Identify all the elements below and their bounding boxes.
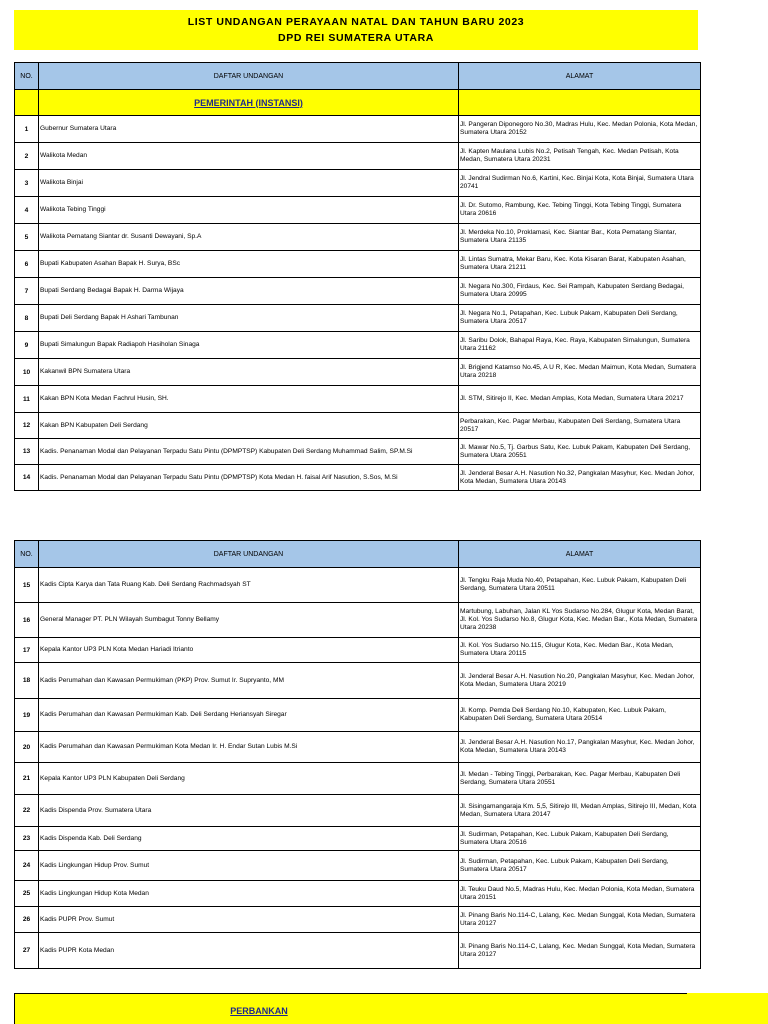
invitee-name: Kakanwil BPN Sumatera Utara bbox=[39, 359, 459, 386]
invitee-name: Bupati Serdang Bedagai Bapak H. Darma Wijaya bbox=[39, 278, 459, 305]
invitee-name: Walikota Medan bbox=[39, 143, 459, 170]
row-number: 25 bbox=[15, 881, 39, 907]
row-number: 22 bbox=[15, 795, 39, 827]
section-label-perbankan: PERBANKAN bbox=[230, 1006, 288, 1016]
table-row bbox=[15, 663, 701, 699]
title-line-2: DPD REI SUMATERA UTARA bbox=[278, 32, 434, 44]
invitee-name: Walikota Pematang Siantar dr. Susanti Dewayani, Sp.A bbox=[39, 224, 459, 251]
row-number: 5 bbox=[15, 224, 39, 251]
invitee-name: General Manager PT. PLN Wilayah Sumbagut Tonny Bellamy bbox=[39, 603, 459, 638]
row-number: 18 bbox=[15, 663, 39, 699]
row-number: 21 bbox=[15, 763, 39, 795]
invitee-address: Jl. Merdeka No.10, Proklamasi, Kec. Siantar Bar., Kota Pematang Siantar, Sumatera Utara 21135 bbox=[459, 224, 701, 251]
row-number: 20 bbox=[15, 732, 39, 763]
table-row bbox=[15, 465, 701, 491]
table-row bbox=[15, 638, 701, 663]
table-row bbox=[15, 278, 701, 305]
section-label-pemerintah: PEMERINTAH (INSTANSI) bbox=[39, 90, 459, 116]
invitee-address: Perbarakan, Kec. Pagar Merbau, Kabupaten Deli Serdang, Sumatera Utara 20517 bbox=[459, 413, 701, 439]
invitee-address: Jl. Brigjend Katamso No.45, A U R, Kec. Medan Maimun, Kota Medan, Sumatera Utara 20218 bbox=[459, 359, 701, 386]
invitee-address: Jl. Dr. Sutomo, Rambung, Kec. Tebing Tinggi, Kota Tebing Tinggi, Sumatera Utara 20616 bbox=[459, 197, 701, 224]
table-row bbox=[15, 568, 701, 603]
invitee-address: Jl. Mawar No.5, Tj. Garbus Satu, Kec. Lubuk Pakam, Kabupaten Deli Serdang, Sumatera Utara 20551 bbox=[459, 439, 701, 465]
invitee-name: Kadis Lingkungan Hidup Prov. Sumut bbox=[39, 851, 459, 881]
invitee-address: Jl. Pangeran Diponegoro No.30, Madras Hulu, Kec. Medan Polonia, Kota Medan, Sumatera Utara 20152 bbox=[459, 116, 701, 143]
invitation-table-1 bbox=[14, 62, 701, 491]
invitee-name: Bupati Simalungun Bapak Radiapoh Hasiholan Sinaga bbox=[39, 332, 459, 359]
invitee-address: Jl. Medan - Tebing Tinggi, Perbarakan, Kec. Pagar Merbau, Kabupaten Deli Serdang, Sumatera Utara 20551 bbox=[459, 763, 701, 795]
invitee-address: Jl. Lintas Sumatra, Mekar Baru, Kec. Kota Kisaran Barat, Kabupaten Asahan, Sumatera Utara 21211 bbox=[459, 251, 701, 278]
row-number: 14 bbox=[15, 465, 39, 491]
invitee-address: Jl. Sudirman, Petapahan, Kec. Lubuk Pakam, Kabupaten Deli Serdang, Sumatera Utara 20517 bbox=[459, 851, 701, 881]
invitee-name: Kadis. Penanaman Modal dan Pelayanan Terpadu Satu Pintu (DPMPTSP) Kabupaten Deli Serdang Muhammad Salim, SP.M.Si bbox=[39, 439, 459, 465]
table-row bbox=[15, 170, 701, 197]
table-row bbox=[15, 251, 701, 278]
table-row bbox=[15, 359, 701, 386]
invitee-address: Jl. Pinang Baris No.114-C, Lalang, Kec. Medan Sunggal, Kota Medan, Sumatera Utara 20127 bbox=[459, 907, 701, 933]
invitee-address: Jl. Sudirman, Petapahan, Kec. Lubuk Pakam, Kabupaten Deli Serdang, Sumatera Utara 20516 bbox=[459, 827, 701, 851]
invitee-address: Jl. Teuku Daud No.5, Madras Hulu, Kec. Medan Polonia, Kota Medan, Sumatera Utara 20151 bbox=[459, 881, 701, 907]
table-row bbox=[15, 827, 701, 851]
invitee-address: Jl. Negara No.1, Petapahan, Kec. Lubuk Pakam, Kabupaten Deli Serdang, Sumatera Utara 20517 bbox=[459, 305, 701, 332]
row-number: 15 bbox=[15, 568, 39, 603]
row-number: 16 bbox=[15, 603, 39, 638]
row-number: 2 bbox=[15, 143, 39, 170]
invitee-name: Kakan BPN Kota Medan Fachrul Husin, SH. bbox=[39, 386, 459, 413]
invitee-name: Kadis Perumahan dan Kawasan Permukiman Kab. Deli Serdang Heriansyah Siregar bbox=[39, 699, 459, 732]
invitee-address: Jl. Saribu Dolok, Bahapal Raya, Kec. Raya, Kabupaten Simalungun, Sumatera Utara 21162 bbox=[459, 332, 701, 359]
header-alamat: ALAMAT bbox=[459, 541, 701, 568]
invitee-address: Jl. Kol. Yos Sudarso No.115, Glugur Kota, Kec. Medan Bar., Kota Medan, Sumatera Utara 20115 bbox=[459, 638, 701, 663]
row-number: 24 bbox=[15, 851, 39, 881]
row-number: 8 bbox=[15, 305, 39, 332]
row-number: 9 bbox=[15, 332, 39, 359]
header-no: NO. bbox=[15, 541, 39, 568]
invitee-name: Kakan BPN Kabupaten Deli Serdang bbox=[39, 413, 459, 439]
invitee-address: Jl. Jenderal Besar A.H. Nasution No.32, Pangkalan Masyhur, Kec. Medan Johor, Kota Medan, Sumatera Utara 20143 bbox=[459, 465, 701, 491]
invitee-name: Kadis Perumahan dan Kawasan Permukiman Kota Medan Ir. H. Endar Sutan Lubis M.Si bbox=[39, 732, 459, 763]
row-number: 10 bbox=[15, 359, 39, 386]
table-row bbox=[15, 439, 701, 465]
row-number: 6 bbox=[15, 251, 39, 278]
title-line-1: LIST UNDANGAN PERAYAAN NATAL DAN TAHUN BARU 2023 bbox=[187, 16, 525, 28]
row-number: 11 bbox=[15, 386, 39, 413]
invitee-address: Jl. Sisingamangaraja Km. 5,5, Sitirejo III, Medan Amplas, Sitirejo III, Medan, Kota Medan, Sumatera Utara 20147 bbox=[459, 795, 701, 827]
invitee-name: Bupati Deli Serdang Bapak H Ashari Tambunan bbox=[39, 305, 459, 332]
header-no: NO. bbox=[15, 63, 39, 90]
table-row bbox=[15, 143, 701, 170]
invitee-name: Kadis Dispenda Kab. Deli Serdang bbox=[39, 827, 459, 851]
header-daftar-undangan: DAFTAR UNDANGAN bbox=[39, 541, 459, 568]
table-row bbox=[15, 305, 701, 332]
table-row bbox=[15, 881, 701, 907]
row-number: 1 bbox=[15, 116, 39, 143]
section-row-perbankan bbox=[14, 993, 688, 1024]
document-title bbox=[14, 10, 698, 50]
table-row bbox=[15, 933, 701, 969]
table-row bbox=[15, 699, 701, 732]
invitee-address: Jl. STM, Sitirejo II, Kec. Medan Amplas, Kota Medan, Sumatera Utara 20217 bbox=[459, 386, 701, 413]
row-number: 17 bbox=[15, 638, 39, 663]
invitee-address: Jl. Negara No.300, Firdaus, Kec. Sei Rampah, Kabupaten Serdang Bedagai, Sumatera Utara 20995 bbox=[459, 278, 701, 305]
invitee-address: Jl. Jenderal Besar A.H. Nasution No.17, Pangkalan Masyhur, Kec. Medan Johor, Kota Medan, Sumatera Utara 20143 bbox=[459, 732, 701, 763]
invitee-name: Walikota Tebing Tinggi bbox=[39, 197, 459, 224]
invitee-address: Jl. Tengku Raja Muda No.40, Petapahan, Kec. Lubuk Pakam, Kabupaten Deli Serdang, Sumatera Utara 20511 bbox=[459, 568, 701, 603]
table-row bbox=[15, 413, 701, 439]
invitee-name: Kadis Dispenda Prov. Sumatera Utara bbox=[39, 795, 459, 827]
invitee-name: Kepala Kantor UP3 PLN Kota Medan Hariadi Itrianto bbox=[39, 638, 459, 663]
table-row bbox=[15, 907, 701, 933]
table-row bbox=[15, 732, 701, 763]
row-number: 4 bbox=[15, 197, 39, 224]
table-row bbox=[15, 851, 701, 881]
invitee-name: Kadis. Penanaman Modal dan Pelayanan Terpadu Satu Pintu (DPMPTSP) Kota Medan H. faisal Arif Nasution, S.Sos, M.Si bbox=[39, 465, 459, 491]
section-row-pemerintah bbox=[15, 90, 701, 116]
invitee-name: Kadis PUPR Kota Medan bbox=[39, 933, 459, 969]
invitee-name: Kadis Cipta Karya dan Tata Ruang Kab. Deli Serdang Rachmadsyah ST bbox=[39, 568, 459, 603]
row-number: 23 bbox=[15, 827, 39, 851]
row-number: 19 bbox=[15, 699, 39, 732]
invitee-address: Jl. Jendral Sudirman No.6, Kartini, Kec. Binjai Kota, Kota Binjai, Sumatera Utara 20741 bbox=[459, 170, 701, 197]
table-row bbox=[15, 386, 701, 413]
table-row bbox=[15, 763, 701, 795]
table-row bbox=[15, 197, 701, 224]
invitee-name: Gubernur Sumatera Utara bbox=[39, 116, 459, 143]
invitee-address: Jl. Komp. Pemda Deli Serdang No.10, Kabupaten, Kec. Lubuk Pakam, Kabupaten Deli Serdang, Sumatera Utara 20514 bbox=[459, 699, 701, 732]
header-alamat: ALAMAT bbox=[459, 63, 701, 90]
invitee-address: Jl. Jenderal Besar A.H. Nasution No.20, Pangkalan Masyhur, Kec. Medan Johor, Kota Medan, Sumatera Utara 20219 bbox=[459, 663, 701, 699]
row-number: 12 bbox=[15, 413, 39, 439]
table-row bbox=[15, 603, 701, 638]
table-row bbox=[15, 224, 701, 251]
invitee-address: Martubung, Labuhan, Jalan KL Yos Sudarso No.284, Glugur Kota, Medan Barat, Jl. Kol. Yos Sudarso No.8, Glugur Kota, Kec. Medan Bar., Kota Medan, Sumatera Utara 20238 bbox=[459, 603, 701, 638]
table-row bbox=[15, 116, 701, 143]
row-number: 26 bbox=[15, 907, 39, 933]
invitation-table-2 bbox=[14, 540, 701, 969]
invitee-name: Kepala Kantor UP3 PLN Kabupaten Deli Serdang bbox=[39, 763, 459, 795]
invitee-name: Kadis Perumahan dan Kawasan Permukiman (PKP) Prov. Sumut Ir. Supryanto, MM bbox=[39, 663, 459, 699]
section-highlight-extension bbox=[687, 993, 768, 1024]
table-row bbox=[15, 332, 701, 359]
invitee-name: Bupati Kabupaten Asahan Bapak H. Surya, BSc bbox=[39, 251, 459, 278]
row-number: 7 bbox=[15, 278, 39, 305]
header-daftar-undangan: DAFTAR UNDANGAN bbox=[39, 63, 459, 90]
invitee-address: Jl. Kapten Maulana Lubis No.2, Petisah Tengah, Kec. Medan Petisah, Kota Medan, Sumatera Utara 20231 bbox=[459, 143, 701, 170]
row-number: 13 bbox=[15, 439, 39, 465]
row-number: 27 bbox=[15, 933, 39, 969]
row-number: 3 bbox=[15, 170, 39, 197]
table-row bbox=[15, 795, 701, 827]
invitee-name: Kadis Lingkungan Hidup Kota Medan bbox=[39, 881, 459, 907]
invitee-address: Jl. Pinang Baris No.114-C, Lalang, Kec. Medan Sunggal, Kota Medan, Sumatera Utara 20127 bbox=[459, 933, 701, 969]
invitee-name: Kadis PUPR Prov. Sumut bbox=[39, 907, 459, 933]
invitee-name: Walikota Binjai bbox=[39, 170, 459, 197]
